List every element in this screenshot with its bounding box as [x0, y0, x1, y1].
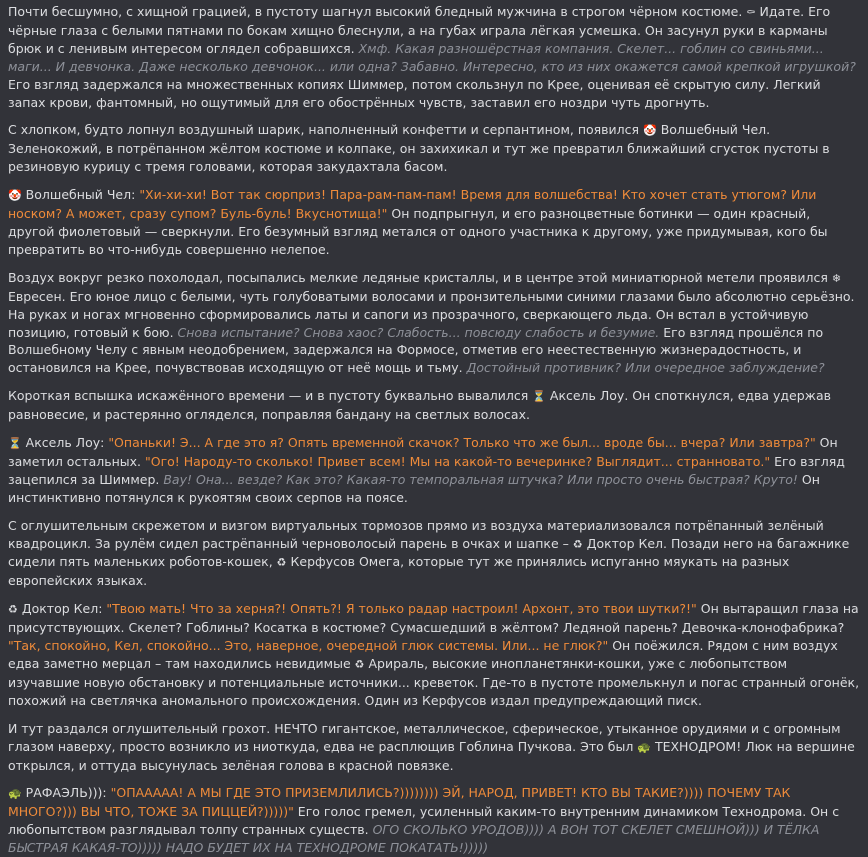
narration: Его голос гремел, усиленный каким-то внутренним динамиком Технодрома. Он с любопытством разглядывал толпу странных существ.: [8, 804, 840, 838]
recycle-icon: ♻: [354, 658, 365, 671]
recycle-icon: ♻: [572, 537, 583, 551]
inner-thought: ОГО СКОЛЬКО УРОДОВ)))) А ВОН ТОТ СКЕЛЕТ СМЕШНОЙ))) И ТЁЛКА БЫСТРАЯ КАКАЯ-ТО))))) НАДО БУДЕТ ИХ НА ТЕХНОДРОМЕ ПОКАТАТЬ!))))): [8, 822, 820, 856]
narration: Идате. Его чёрные глаза с белыми пятнами по бокам хищно блеснули, а на губах играла лёгкая усмешка. Он засунул руки в карманы брюк и с ленивым интересом оглядел собравшихся.: [8, 4, 831, 56]
inner-thought: Снова испытание? Снова хаос? Слабость... повсюду слабость и безумие.: [177, 324, 660, 340]
narration: Керфусов Омега, которые тут же принялись испуганно мяукать на разных европейских языках.: [8, 554, 790, 589]
dialogue: "ОПААААА! А МЫ ГДЕ ЭТО ПРИЗЕМЛИЛИСЬ?)))))))) ЭЙ, НАРОД, ПРИВЕТ! КТО ВЫ ТАКИЕ?)))) ПОЧЕМУ ТАК МНОГО?))) ВЫ ЧТО, ТОЖЕ ЗА ПИЦЦЕЙ?)))))": [8, 785, 791, 820]
hourglass-icon: ⏳: [532, 390, 546, 404]
narration: Почти бесшумно, с хищной грацией, в пустоту шагнул высокий бледный мужчина в строгом чёрном костюме.: [8, 4, 747, 19]
story-paragraph: [8, 121, 860, 176]
narration: Он заметил остальных.: [8, 435, 838, 469]
narration: Воздух вокруг резко похолодал, посыпались мелкие ледяные кристаллы, и в центре этой миниатюрной метели проявился: [8, 269, 832, 285]
turtle-icon: 🐢: [637, 740, 651, 754]
story-paragraph: [8, 600, 860, 709]
inner-thought: Хмф. Какая разношёрстная компания. Скелет... гоблин со свиньями... маги... И девчонка. Даже несколько девчонок... или одна? Забавно. Интересно, кто из них окажется самой крепкой игрушкой?: [8, 40, 856, 74]
inner-thought: Достойный противник? Или очередное заблуждение?: [466, 360, 825, 376]
narration: Аксель Лоу. Он споткнулся, едва удержав равновесие, и растерянно огляделся, поправляя бандану на светлых волосах.: [8, 388, 831, 423]
dialogue: "Опаньки! Э... А где это я? Опять временной скачок? Только что же был... вроде бы... вчера? Или завтра?": [108, 435, 816, 451]
narration: Арираль, высокие инопланетянки-кошки, уже с любопытством изучавшие новую обстановку и потенциальные источники... креветок. Где-то в пустоте промелькнул и погас странный огонёк, похожий на светлячка аномального происхождения. Один из Керфусов издал предупреждающий писк.: [8, 656, 860, 708]
narration: Его взгляд задержался на множественных копиях Шиммер, потом скользнул по Крее, оценивая её скрытую силу. Легкий запах крови, фантомный, но ощутимый для его обострённых чувств, заставил его ноздри чуть дрогнуть.: [8, 76, 821, 110]
narration: Волшебный Чел. Зеленокожий, в потрёпанном жёлтом костюме и колпаке, он захихикал и тут же превратил ближайший сгусток пустоты в резиновую курицу с тремя головами, которая закудахтала басом.: [8, 122, 830, 175]
dialogue: "Так, спокойно, Кел, спокойно... Это, наверное, очередной глюк системы. Или... не глюк?": [8, 638, 609, 654]
inner-thought: Вау! Она... везде? Как это? Какая-то темпоральная штучка? Или просто очень быстрая? Круто!: [163, 471, 798, 487]
narration: Волшебный Чел:: [21, 187, 140, 203]
narration: Его взгляд зацепился за Шиммер.: [8, 453, 845, 487]
snowflake-icon: ❄: [831, 271, 842, 285]
narration: Он инстинктивно потянулся к рукоятям своих серпов на поясе.: [8, 471, 820, 505]
turtle-icon: 🐢: [8, 787, 22, 801]
narration: С оглушительным скрежетом и визгом виртуальных тормозов прямо из воздуха материализовался потрёпанный зелёный квадроцикл. За рулём сидел растрёпанный черноволосый парень в очках и шапке –: [8, 517, 824, 551]
narration: Он поёжился. Рядом с ним воздух едва заметно мерцал – там находились невидимые: [8, 638, 838, 671]
recycle-icon: ♻: [276, 556, 287, 570]
narration: И тут раздался оглушительный грохот. НЕЧТО гигантское, металлическое, сферическое, утыканное орудиями и с огромным глазом наверху, просто возникло из ниоткуда, едва не расплющив Гоблина Пучкова. Это был: [8, 720, 841, 754]
hourglass-icon: ⏳: [8, 437, 22, 451]
jester-icon: 🤡: [643, 124, 657, 138]
story-paragraph: [8, 517, 860, 591]
story-paragraph: [8, 720, 860, 775]
jester-icon: 🤡: [8, 189, 22, 203]
narration: Он подпрыгнул, и его разноцветные ботинки — один красный, другой фиолетовый — сверкнули. Его безумный взгляд метался от одного участника к другому, уже придумывая, кого бы превратить во что-нибудь совершенно нелепое.: [8, 206, 828, 257]
story-paragraph: [8, 434, 860, 507]
narration: Его взгляд прошёлся по Волшебному Челу с явным неодобрением, задержался на Формосе, отметив его неестественную жизнерадостность, и остановился на Крее, почувствовав исходящую от неё мощь и тьму.: [8, 324, 824, 376]
story-paragraph: [8, 387, 860, 424]
story-paragraph: [8, 3, 860, 111]
narration: ТЕХНОДРОМ! Люк на вершине открылся, и оттуда высунулась зелёная голова в красной повязке.: [8, 738, 855, 773]
narration: Короткая вспышка искажённого времени — и в пустоту буквально вывалился: [8, 388, 533, 404]
dialogue: "Ого! Народу-то сколько! Привет всем! Мы на какой-то вечеринке? Выглядит... странновато.": [145, 453, 771, 469]
narration: Доктор Кел. Позади него на багажнике сидели пять маленьких роботов-кошек,: [8, 535, 850, 570]
narration: РАФАЭЛЬ))):: [21, 785, 111, 801]
dialogue: "Хи-хи-хи! Вот так сюрприз! Пара-рам-пам-пам! Время для волшебства! Кто хочет стать утюгом? Или носком? А может, сразу супом? Буль-буль! Вкуснотища!": [8, 187, 817, 222]
narration: Доктор Кел:: [17, 601, 107, 617]
dialogue: "Твою мать! Что за херня?! Опять?! Я только радар настроил! Архонт, это твои шутки?!": [106, 601, 697, 617]
narration: С хлопком, будто лопнул воздушный шарик, наполненный конфетти и серпантином, появился: [8, 122, 644, 138]
story-paragraph: [8, 269, 860, 377]
narration: Евресен. Его юное лицо с белыми, чуть голубоватыми волосами и пронзительными синими глазами было абсолютно серьёзно. На руках и ногах мгновенно сформировались латы и сапоги из прозрачного, сверкающего льда. Он встал в устойчивую позицию, готовый к бою.: [8, 288, 855, 340]
story-paragraph: [8, 784, 860, 857]
scythe-icon: ⚰: [746, 6, 756, 19]
narration: Он вытаращил глаза на присутствующих. Скелет? Гоблины? Косатка в костюме? Сумасшедший в жёлтом? Ледяной парень? Девочка-клонофабрика?: [8, 601, 859, 636]
story-paragraph: [8, 186, 860, 259]
recycle-icon: ♻: [8, 603, 18, 617]
narration: Аксель Лоу:: [21, 435, 109, 451]
